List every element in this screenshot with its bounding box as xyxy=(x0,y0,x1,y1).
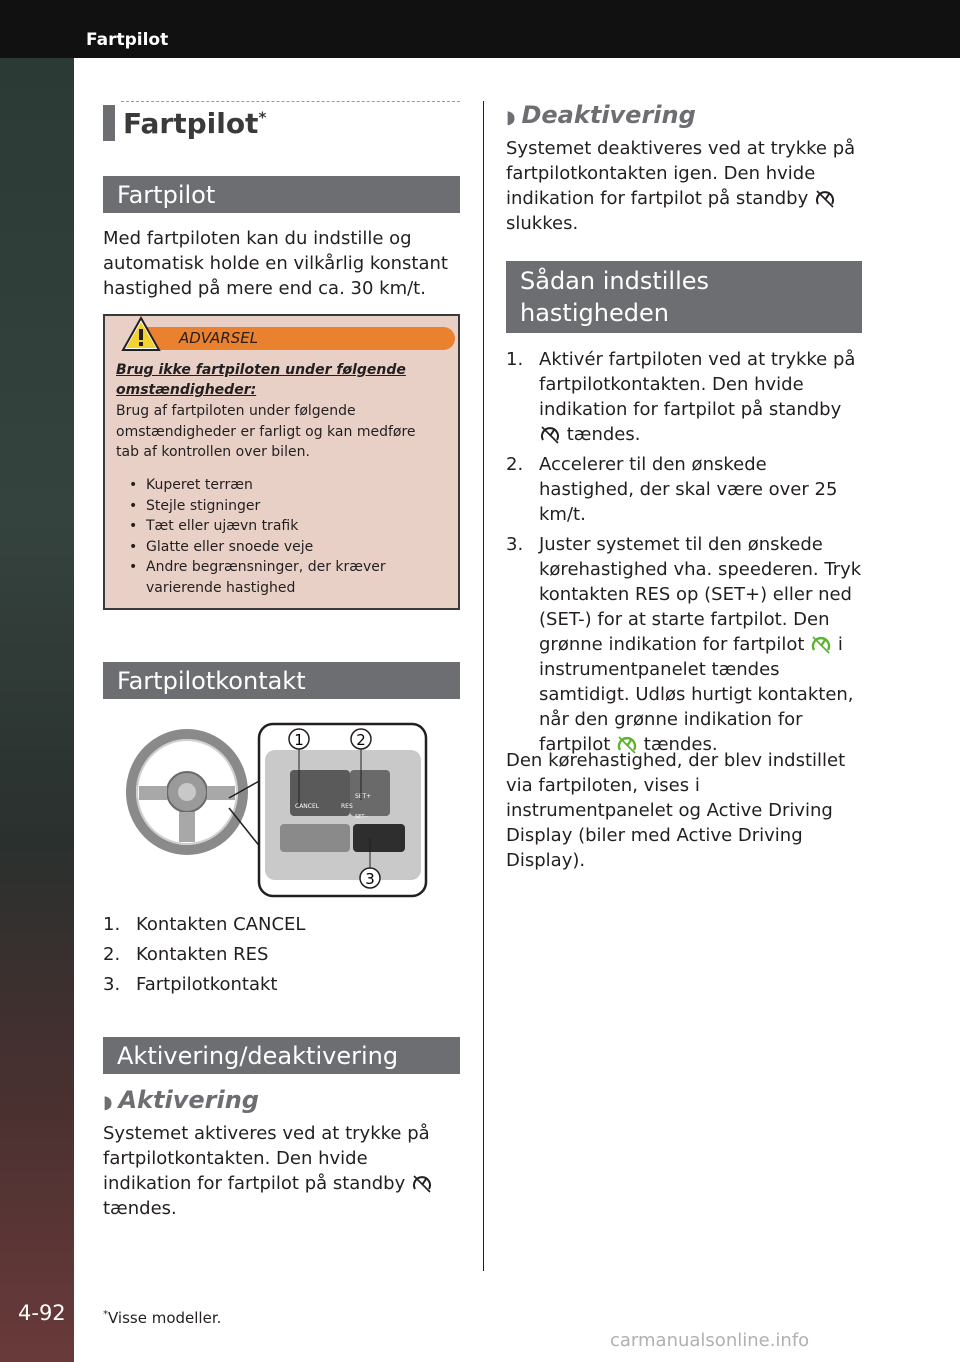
cruise-standby-icon xyxy=(814,188,836,210)
cruise-standby-icon xyxy=(539,424,561,446)
cruise-active-green-icon xyxy=(810,634,832,656)
list-item: 2. Kontakten RES xyxy=(103,944,269,965)
subheading-deactivation: ◗ Deaktivering xyxy=(506,101,696,129)
deactivation-paragraph: Systemet deaktiveres ved at trykke på fartpilotkontakten igen. Den hvide indikation for fartpilot på standby slukkes. xyxy=(506,138,856,234)
section-heading-switch: Fartpilotkontakt xyxy=(103,662,460,699)
page-number: 4-92 xyxy=(18,1301,66,1325)
warning-list-item: • Tæt eller ujævn trafik xyxy=(116,516,436,537)
sidebar-photo xyxy=(0,58,74,1362)
list-item: 3. Juster systemet til den ønskede kørehastighed vha. speederen. Tryk kontakten RES op (SET+) eller ned (SET-) for at starte fartpilot. Den grønne indikation for fartpilot i instrumentpanelet tændes samtidigt. Udløs hurtigt kontakten, når den grønne indikation for fartpilot tændes. xyxy=(506,534,862,755)
warning-list-item: • Andre begrænsninger, der kræver varierende hastighed xyxy=(116,557,436,598)
column-divider xyxy=(483,101,484,1271)
after-steps-paragraph: Den kørehastighed, der blev indstillet via fartpiloten, vises i instrumentpanelet og Active Driving Display (biler med Active Driving Display). xyxy=(506,750,846,871)
set-speed-steps xyxy=(506,347,862,762)
set-plus-label: SET+ xyxy=(355,793,372,800)
section-heading-set-speed: Sådan indstilles hastigheden xyxy=(506,261,862,333)
warning-title: Brug ikke fartpiloten under følgende omstændigheder: xyxy=(116,362,406,398)
warning-list-item: • Kuperet terræn xyxy=(116,475,436,496)
header-title: Fartpilot xyxy=(86,30,169,50)
cancel-label: CANCEL xyxy=(295,803,320,810)
warning-box xyxy=(103,314,460,610)
list-item: 2. Accelerer til den ønskede hastighed, der skal være over 25 km/t. xyxy=(506,454,838,525)
activation-paragraph: Systemet aktiveres ved at trykke på fartpilotkontakten. Den hvide indikation for fartpilot på standby tændes. xyxy=(103,1121,460,1221)
list-item: 1. Aktivér fartpiloten ved at trykke på fartpilotkontakten. Den hvide indikation for fartpilot på standby tændes. xyxy=(506,349,856,445)
warning-label-pill xyxy=(131,327,455,350)
warning-label: ADVARSEL xyxy=(179,329,259,347)
watermark: carmanualsonline.info xyxy=(610,1330,810,1351)
chevron-icon: ◗ xyxy=(506,107,516,128)
footnote: *Visse modeller. xyxy=(103,1309,222,1327)
callout-3-label: 3 xyxy=(365,870,375,888)
main-title-text: Fartpilot xyxy=(123,107,259,140)
subheading-activation: ◗ Aktivering xyxy=(103,1086,259,1114)
callout-1-label: 1 xyxy=(294,731,304,749)
callout-2-label: 2 xyxy=(356,731,366,749)
title-dashed-rule xyxy=(121,101,460,102)
title-bar-decoration xyxy=(103,105,115,141)
warning-list-item: • Glatte eller snoede veje xyxy=(116,537,436,558)
set-minus-label: SET− xyxy=(355,814,369,820)
warning-body: Brug af fartpiloten under følgende omstændigheder er farligt og kan medføre tab af kontrollen over bilen. xyxy=(116,403,416,460)
warning-list-item: • Stejle stigninger xyxy=(116,496,436,517)
cruise-standby-icon xyxy=(411,1173,433,1195)
main-title xyxy=(103,101,460,143)
chevron-icon: ◗ xyxy=(103,1092,113,1113)
section-heading-activation: Aktivering/deaktivering xyxy=(103,1037,460,1074)
switch-parts-list xyxy=(103,912,460,1002)
warning-list xyxy=(116,475,436,598)
res-label: RES xyxy=(341,803,353,810)
list-item: 3. Fartpilotkontakt xyxy=(103,974,278,995)
list-item: 1. Kontakten CANCEL xyxy=(103,914,306,935)
warning-triangle-icon xyxy=(121,316,161,352)
header-bar xyxy=(0,0,960,58)
section-heading-fartpilot: Fartpilot xyxy=(103,176,460,213)
steering-wheel-illustration xyxy=(125,720,430,900)
main-title-mark: * xyxy=(258,108,267,127)
intro-paragraph: Med fartpiloten kan du indstille og automatisk holde en vilkårlig konstant hastighed på mere end ca. 30 km/t. xyxy=(103,228,448,299)
